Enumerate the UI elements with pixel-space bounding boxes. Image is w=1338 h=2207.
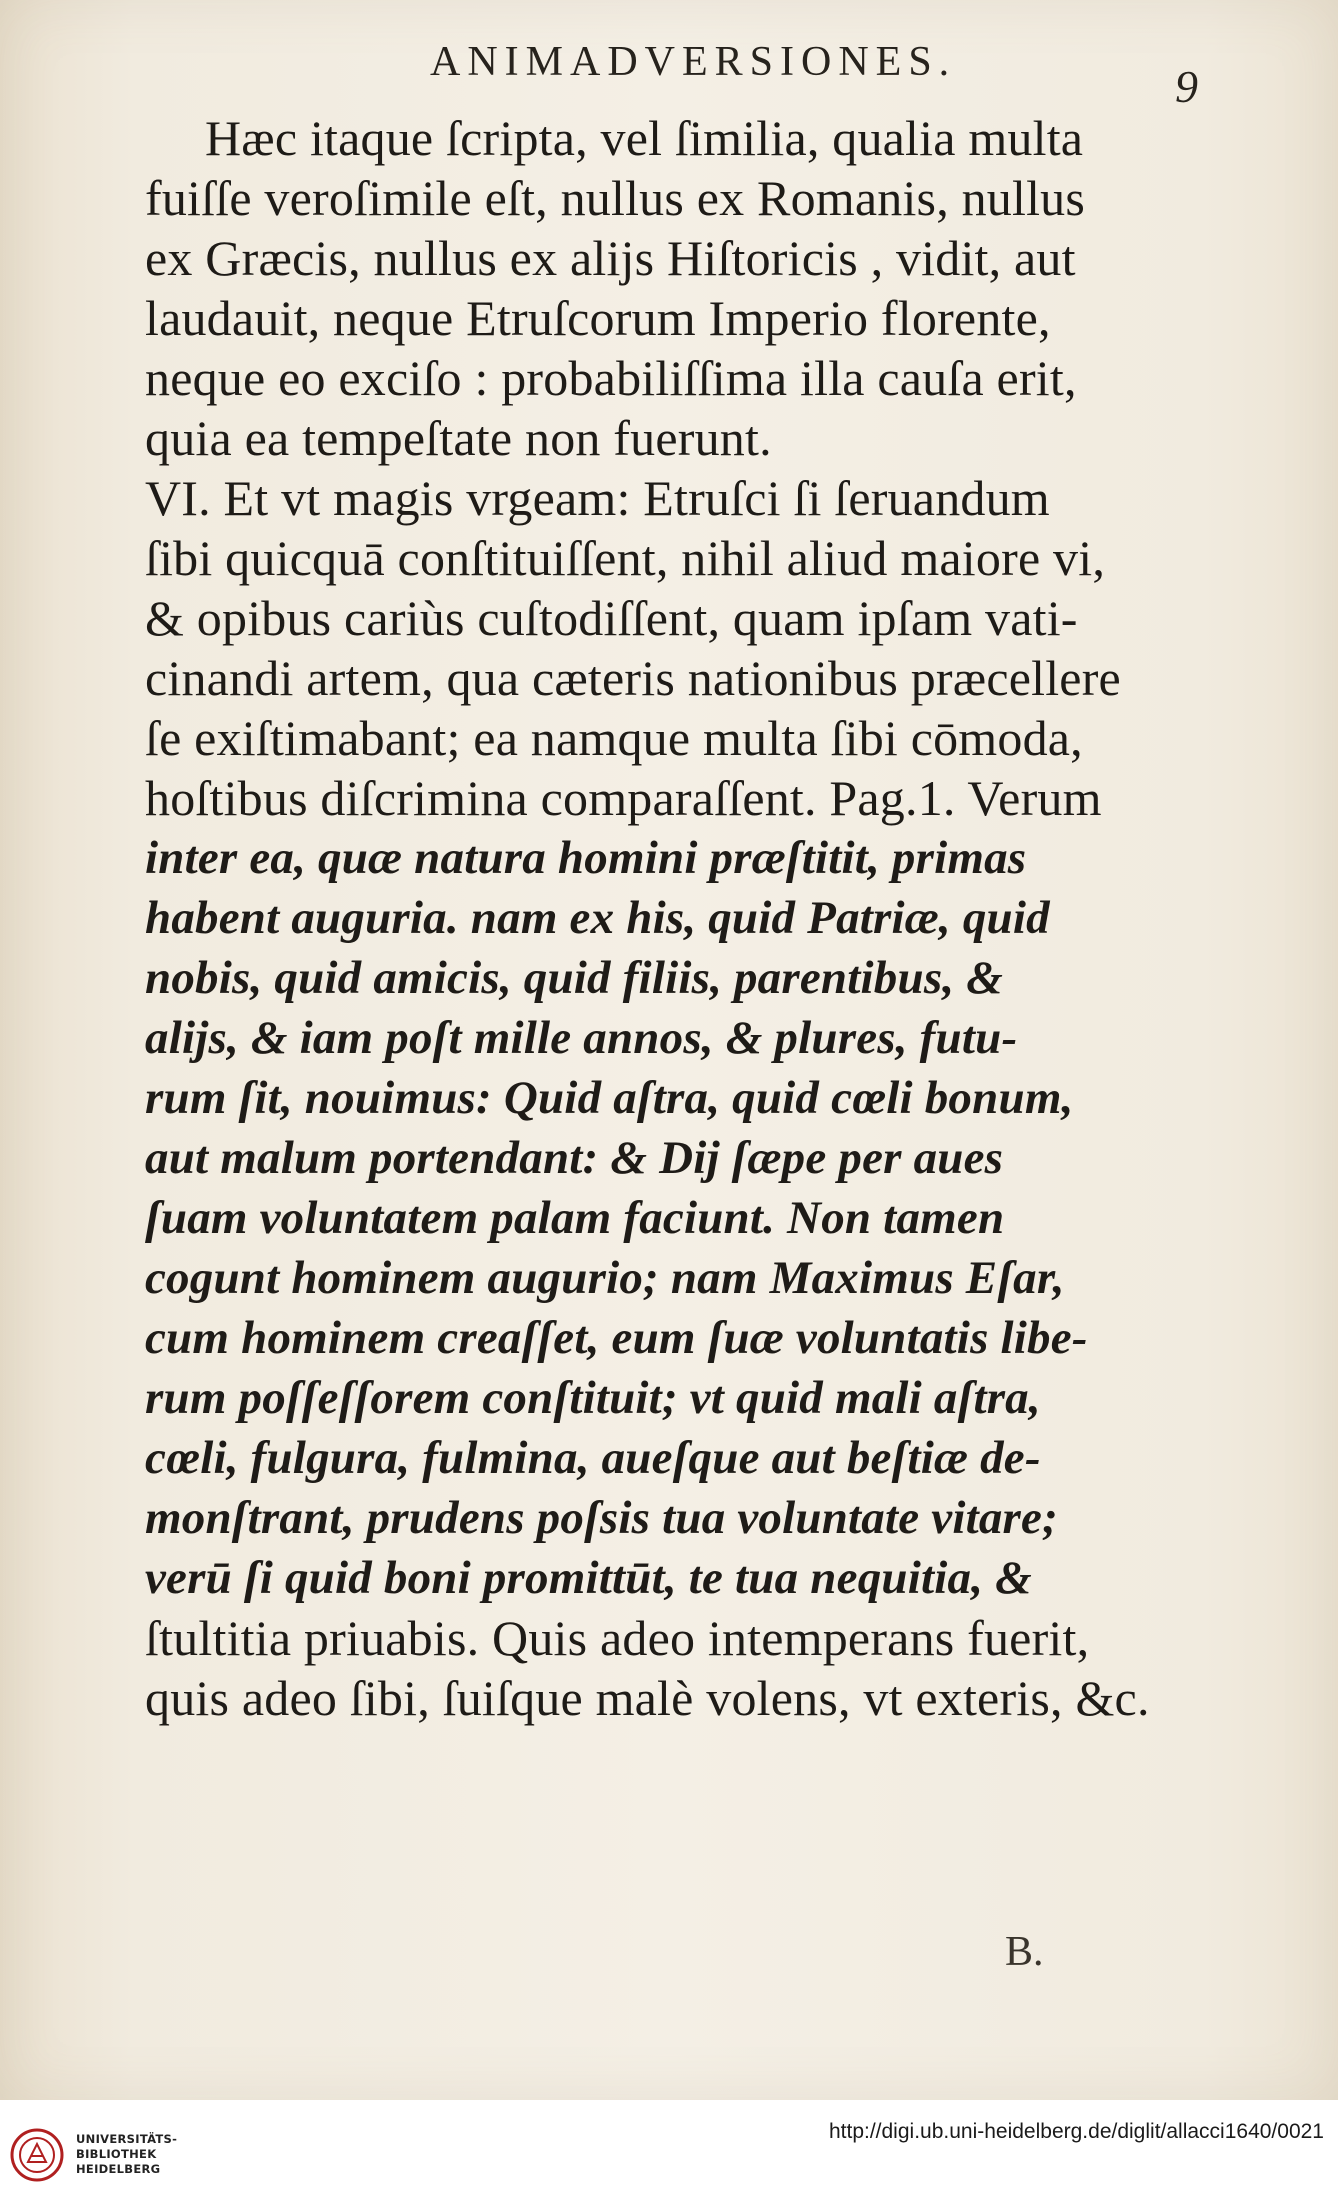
page-number: 9 [1175,61,1198,112]
source-url-link[interactable]: http://digi.ub.uni-heidelberg.de/diglit/allacci1640/0021 [828,2120,1324,2143]
text-line: VI. Et vt magis vrgeam: Etruſci ſi ſeruandum [145,470,1050,526]
text-line-italic: nobis, quid amicis, quid filiis, parentibus, & [145,952,1003,1004]
text-line-italic: monſtrant, prudens poſsis tua voluntate vitare; [145,1492,1058,1544]
text-line: ſibi quicquā conſtituiſſent, nihil aliud maiore vi, [145,530,1106,586]
library-name-line: UNIVERSITÄTS- [76,2132,178,2146]
text-line: quia ea tempeſtate non fuerunt. [145,410,772,466]
university-seal-icon [10,2128,64,2182]
library-logo[interactable] [10,2128,180,2188]
text-line: & opibus cariùs cuſtodiſſent, quam ipſam vati- [145,590,1078,646]
text-line-italic: rum ſit, nouimus: Quid aſtra, quid cœli bonum, [145,1072,1074,1124]
text-line-italic: ſuam voluntatem palam faciunt. Non tamen [145,1192,1005,1244]
library-name [76,2132,177,2177]
text-line: cinandi artem, qua cæteris nationibus præcellere [145,650,1121,706]
text-line-italic: alijs, & iam poſt mille annos, & plures, futu- [145,1012,1018,1064]
text-line-italic: inter ea, quæ natura homini præſtitit, primas [145,832,1027,884]
body-text [145,108,1225,1728]
text-line-italic: verū ſi quid boni promittūt, te tua nequitia, & [145,1552,1032,1604]
text-line: Hæc itaque ſcripta, vel ſimilia, qualia multa [205,110,1084,166]
running-head: ANIMADVERSIONES. [430,39,957,85]
text-line-italic: aut malum portendant: & Dij ſæpe per aues [145,1132,1004,1184]
signature-mark: B. [1005,1929,1044,1975]
library-name-line: BIBLIOTHEK [76,2147,157,2161]
text-line: ſtultitia priuabis. Quis adeo intemperans fuerit, [145,1610,1090,1666]
text-line: hoſtibus diſcrimina comparaſſent. Pag.1. Verum [145,770,1102,826]
text-line-italic: habent auguria. nam ex his, quid Patriæ, quid [145,892,1050,944]
text-line-italic: cogunt hominem augurio; nam Maximus Eſar, [145,1252,1065,1304]
text-line: neque eo exciſo : probabiliſſima illa cauſa erit, [145,350,1077,406]
text-line: ſe exiſtimabant; ea namque multa ſibi cōmoda, [145,710,1083,766]
library-name-line: HEIDELBERG [76,2162,161,2176]
text-line: fuiſſe veroſimile eſt, nullus ex Romanis, nullus [145,170,1086,226]
text-line: ex Græcis, nullus ex alijs Hiſtoricis , vidit, aut [145,230,1076,286]
text-line: laudauit, neque Etruſcorum Imperio florente, [145,290,1051,346]
text-line-italic: cœli, fulgura, fulmina, aueſque aut beſtiæ de- [145,1432,1041,1484]
text-line: quis adeo ſibi, ſuiſque malè volens, vt exteris, &c. [145,1670,1150,1726]
text-line-italic: cum hominem creaſſet, eum ſuæ voluntatis libe- [145,1312,1088,1364]
footer-bar [0,2100,1338,2207]
text-line-italic: rum poſſeſſorem conſtituit; vt quid mali aſtra, [145,1372,1041,1424]
